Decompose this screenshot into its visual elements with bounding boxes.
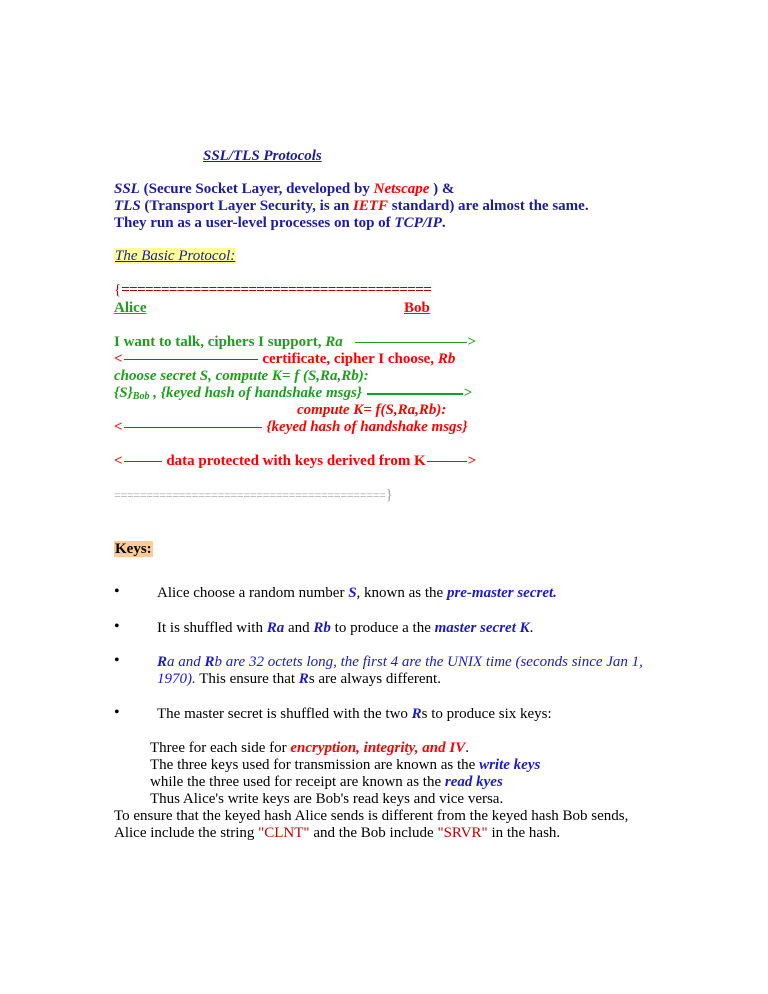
intro-text: standard) are almost the same.	[388, 198, 589, 214]
protocol-top-rule	[114, 281, 431, 299]
bob-label: Bob	[404, 300, 430, 316]
arrow-line	[124, 359, 258, 360]
open-brace: {	[114, 282, 122, 298]
key-types-term: encryption, integrity, and IV	[290, 740, 466, 756]
top-rule: =======================================	[121, 282, 432, 298]
para-line-2	[150, 756, 540, 774]
bullet-2-text: to produce a the	[330, 620, 435, 636]
r-var: R	[411, 706, 422, 722]
intro-text: They run as a user-level processes on top of	[114, 215, 395, 231]
bullet-3-text: s are always different.	[308, 671, 441, 687]
bullet-2-text: .	[529, 620, 534, 636]
message-5: compute K= f(S,Ra,Rb):	[297, 402, 447, 418]
page-title: SSL/TLS Protocols	[203, 148, 322, 164]
message-4-text: , {keyed hash of handshake msgs}	[149, 385, 366, 401]
message-2-text: certificate, cipher I choose,	[258, 351, 438, 367]
message-4-text: {S}	[114, 385, 133, 401]
bullet-icon: •	[114, 618, 120, 635]
para-line-1	[150, 739, 469, 757]
intro-line-3	[114, 214, 446, 232]
bullet-3-text: This ensure that	[195, 671, 299, 687]
netscape-term: Netscape	[373, 181, 430, 197]
arrow-head-left: <	[114, 351, 123, 367]
basic-protocol-heading-text: The Basic Protocol:	[115, 248, 236, 264]
arrow-head-right: >	[467, 453, 477, 469]
keys-heading-text: Keys:	[115, 541, 152, 557]
rb-var: Rb	[437, 351, 456, 367]
write-keys-term: write keys	[479, 757, 541, 773]
master-secret-term: master secret K	[434, 620, 530, 636]
bottom-rule: ==========================================	[114, 488, 386, 502]
protocol-bottom-rule	[114, 486, 393, 504]
bullet-icon: •	[114, 704, 120, 721]
arrow-head-right: >	[463, 385, 473, 401]
bullet-3-line-1	[157, 653, 643, 671]
arrow-line	[124, 427, 262, 428]
s-var: S	[348, 585, 357, 601]
clnt-string: "CLNT"	[258, 825, 310, 841]
r-var: R	[298, 671, 309, 687]
pre-master-term: pre-master secret.	[446, 585, 557, 601]
alice-label: Alice	[114, 300, 147, 316]
bullet-3-line-2	[157, 670, 441, 688]
para-line-4: Thus Alice's write keys are Bob's read keys and vice versa.	[150, 791, 504, 807]
bullet-3-text: b are 32 octets long, the first 4 are the UNIX time (seconds since Jan 1,	[214, 654, 643, 670]
ietf-term: IETF	[353, 198, 389, 214]
message-1-text: I want to talk, ciphers I support,	[114, 334, 326, 350]
intro-line-2	[114, 197, 589, 215]
intro-line-1	[114, 180, 454, 198]
bullet-icon: •	[114, 652, 120, 669]
message-7-text: data protected with keys derived from K	[162, 453, 426, 469]
para-text: The three keys used for transmission are known as the	[150, 757, 480, 773]
message-3: choose secret S, compute K= f (S,Ra,Rb):	[114, 368, 369, 384]
tls-term: TLS	[114, 198, 141, 214]
arrow-head-left: <	[114, 453, 123, 469]
tcpip-term: TCP/IP	[394, 215, 442, 231]
para-text: Three for each side for	[150, 740, 291, 756]
intro-text: ) &	[429, 181, 455, 197]
ssl-term: SSL	[114, 181, 140, 197]
r-var: R	[157, 654, 168, 670]
r-var: R	[204, 654, 215, 670]
bullet-2	[157, 619, 533, 637]
ra-var: Ra	[266, 620, 285, 636]
bullet-3-text: 1970).	[157, 671, 196, 687]
arrow-head-left: <	[114, 419, 123, 435]
srvr-string: "SRVR"	[437, 825, 488, 841]
arrow-line	[367, 393, 463, 395]
para-text: and the Bob include	[309, 825, 438, 841]
intro-text: (Transport Layer Security, is an	[140, 198, 354, 214]
close-brace: }	[385, 487, 393, 503]
intro-text: .	[441, 215, 446, 231]
bullet-4-text: The master secret is shuffled with the two	[157, 706, 412, 722]
bullet-3-text: a and	[167, 654, 205, 670]
para-line-5: To ensure that the keyed hash Alice sends is different from the keyed hash Bob sends,	[114, 808, 629, 824]
bullet-4	[157, 705, 552, 723]
keys-heading	[114, 540, 153, 558]
para-text: Alice include the string	[114, 825, 259, 841]
read-keys-term: read kyes	[444, 774, 503, 790]
message-2	[114, 350, 455, 368]
message-7	[114, 452, 476, 470]
bullet-2-text: It is shuffled with	[157, 620, 267, 636]
bullet-1-text: , known as the	[356, 585, 447, 601]
para-text: in the hash.	[487, 825, 561, 841]
arrow-line	[124, 461, 162, 462]
para-text: .	[465, 740, 469, 756]
rb-var: Rb	[313, 620, 331, 636]
message-6	[114, 418, 468, 436]
intro-text: (Secure Socket Layer, developed by	[139, 181, 374, 197]
bullet-1	[157, 584, 557, 602]
para-text: while the three used for receipt are known as the	[150, 774, 445, 790]
bob-subscript: Bob	[132, 391, 150, 402]
bullet-4-text: s to produce six keys:	[421, 706, 552, 722]
para-line-6	[114, 824, 560, 842]
bullet-icon: •	[114, 583, 120, 600]
message-6-text: {keyed hash of handshake msgs}	[262, 419, 468, 435]
arrow-line	[427, 461, 467, 462]
message-1	[114, 333, 476, 351]
arrow-head-right: >	[467, 334, 477, 350]
para-line-3	[150, 773, 503, 791]
ra-var: Ra	[325, 334, 343, 350]
bullet-2-text: and	[284, 620, 314, 636]
arrow-line	[355, 342, 467, 343]
bullet-1-text: Alice choose a random number	[157, 585, 349, 601]
basic-protocol-heading	[114, 247, 236, 265]
